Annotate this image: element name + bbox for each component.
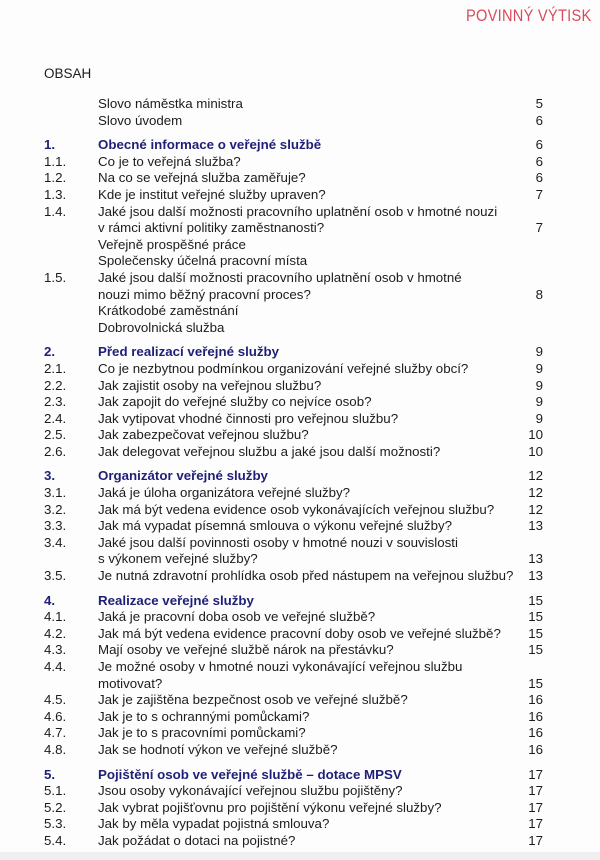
toc-entry[interactable] (0, 568, 600, 585)
toc-entry[interactable] (0, 502, 600, 519)
toc-entry[interactable] (0, 800, 600, 817)
entry-number: 5.2. (44, 799, 67, 815)
entry-page-number: 15 (528, 592, 543, 608)
toc-entry[interactable] (0, 609, 600, 626)
toc-entry[interactable] (0, 709, 600, 726)
section-heading[interactable] (0, 767, 600, 784)
entry-page-number: 15 (528, 609, 543, 625)
entry-title: Kde je institut veřejné služby upraven? (98, 186, 326, 202)
entry-number: 5.1. (44, 783, 67, 799)
entry-title: Jak zabezpečovat veřejnou službu? (98, 427, 309, 443)
entry-number: 4.6. (44, 708, 67, 724)
toc-entry[interactable] (0, 204, 600, 221)
entry-number: 2.4. (44, 410, 67, 426)
entry-title: Jsou osoby vykonávající veřejnou službu pojištěny? (98, 783, 403, 799)
entry-number: 3.2. (44, 501, 67, 517)
entry-page-number: 7 (535, 220, 543, 236)
entry-page-number: 5 (535, 96, 543, 111)
entry-title: Jak vybrat pojišťovnu pro pojištění výkonu veřejné služby? (98, 799, 442, 815)
entry-title: Obecné informace o veřejné službě (98, 137, 322, 153)
entry-page-number: 10 (528, 443, 543, 459)
entry-title: Pojištění osob ve veřejné službě – dotace MPSV (98, 766, 402, 782)
entry-title: Jak má být vedena evidence osob vykonávajících veřejnou službu? (98, 501, 495, 517)
entry-title: Jak by měla vypadat pojistná smlouva? (98, 816, 330, 832)
entry-title: Jaké jsou další možnosti pracovního uplatnění osob v hmotné nouzi (98, 203, 498, 219)
toc-entry[interactable] (0, 783, 600, 800)
entry-page-number: 12 (528, 468, 543, 484)
entry-page-number: 9 (535, 360, 543, 376)
entry-number: 2.3. (44, 394, 67, 410)
entry-title: Slovo úvodem (98, 112, 183, 128)
entry-title: Jak je to s pracovními pomůckami? (98, 725, 306, 741)
entry-title: Před realizací veřejné služby (98, 344, 280, 360)
entry-number: 4.7. (44, 725, 67, 741)
entry-number: 2.5. (44, 427, 67, 443)
entry-number: 1.3. (44, 186, 67, 202)
entry-page-number: 9 (535, 377, 543, 393)
entry-number: 1.5. (44, 269, 67, 285)
section-heading[interactable] (0, 137, 600, 154)
entry-title: Na co se veřejná služba zaměřuje? (98, 170, 306, 186)
entry-page-number: 7 (535, 186, 543, 202)
toc-entry[interactable] (0, 427, 600, 444)
entry-number: 1.1. (44, 153, 67, 169)
toc-subentry[interactable] (0, 237, 600, 254)
toc-entry[interactable] (0, 535, 600, 552)
entry-title: Organizátor veřejné služby (98, 468, 268, 484)
intro-entry[interactable] (0, 113, 600, 130)
toc-entry[interactable] (0, 187, 600, 204)
section-heading[interactable] (0, 468, 600, 485)
entry-number: 3. (44, 468, 56, 484)
entry-title: Jaká je pracovní doba osob ve veřejné službě? (98, 609, 376, 625)
entry-number: 1. (44, 137, 56, 153)
entry-title: Jak se hodnotí výkon ve veřejné službě? (98, 741, 338, 757)
entry-title: Jak požádat o dotaci na pojistné? (98, 832, 296, 848)
entry-number: 1.4. (44, 203, 67, 219)
entry-title: Krátkodobé zaměstnání (98, 303, 239, 319)
entry-number: 2.2. (44, 377, 67, 393)
entry-title: s výkonem veřejné služby? (98, 551, 258, 567)
toc-entry[interactable] (0, 833, 600, 850)
toc-entry[interactable] (0, 485, 600, 502)
entry-page-number: 15 (528, 625, 543, 641)
toc-entry[interactable] (0, 444, 600, 461)
entry-number: 3.5. (44, 568, 67, 584)
entry-title: Jak delegovat veřejnou službu a jaké jsou další možnosti? (98, 443, 441, 459)
entry-number: 4.8. (44, 741, 67, 757)
entry-title: Veřejně prospěšné práce (98, 236, 246, 252)
table-of-contents (0, 96, 600, 850)
entry-title: Co je to veřejná služba? (98, 153, 241, 169)
toc-entry[interactable] (0, 154, 600, 171)
intro-entry[interactable] (0, 96, 600, 113)
toc-entry[interactable] (0, 816, 600, 833)
entry-page-number: 16 (528, 708, 543, 724)
toc-entry[interactable] (0, 551, 600, 568)
entry-page-number: 13 (528, 551, 543, 567)
toc-entry[interactable] (0, 287, 600, 304)
toc-entry[interactable] (0, 394, 600, 411)
entry-title: Jak je zajištěna bezpečnost osob ve veřejné službě? (98, 692, 408, 708)
section-heading[interactable] (0, 593, 600, 610)
toc-entry[interactable] (0, 725, 600, 742)
entry-page-number: 6 (535, 170, 543, 186)
entry-number: 4.1. (44, 609, 67, 625)
entry-title: motivovat? (98, 675, 163, 691)
entry-number: 5.4. (44, 832, 67, 848)
toc-entry[interactable] (0, 742, 600, 759)
toc-subentry[interactable] (0, 253, 600, 270)
entry-number: 3.4. (44, 534, 67, 550)
entry-title: Dobrovolnická služba (98, 319, 225, 335)
entry-number: 4.3. (44, 642, 67, 658)
entry-page-number: 16 (528, 741, 543, 757)
entry-title: Jak je to s ochrannými pomůckami? (98, 708, 310, 724)
toc-subentry[interactable] (0, 303, 600, 320)
entry-page-number: 15 (528, 642, 543, 658)
entry-number: 5. (44, 766, 56, 782)
entry-title: Mají osoby ve veřejné službě nárok na přestávku? (98, 642, 394, 658)
entry-page-number: 16 (528, 692, 543, 708)
entry-page-number: 9 (535, 344, 543, 360)
toc-entry[interactable] (0, 220, 600, 237)
entry-number: 1.2. (44, 170, 67, 186)
entry-title: Slovo náměstka ministra (98, 96, 243, 111)
entry-number: 3.1. (44, 485, 67, 501)
entry-page-number: 8 (535, 286, 543, 302)
entry-title: Společensky účelná pracovní místa (98, 253, 308, 269)
entry-title: Jaké jsou další možnosti pracovního uplatnění osob v hmotné (98, 269, 462, 285)
toc-entry[interactable] (0, 361, 600, 378)
entry-title: Jak má být vedena evidence pracovní doby osob ve veřejné službě? (98, 625, 501, 641)
entry-page-number: 9 (535, 394, 543, 410)
entry-page-number: 17 (528, 832, 543, 848)
toc-entry[interactable] (0, 692, 600, 709)
toc-entry[interactable] (0, 659, 600, 676)
entry-number: 2.1. (44, 360, 67, 376)
entry-page-number: 17 (528, 783, 543, 799)
toc-entry[interactable] (0, 518, 600, 535)
entry-number: 3.3. (44, 518, 67, 534)
toc-entry[interactable] (0, 676, 600, 693)
entry-title: nouzi mimo běžný pracovní proces? (98, 286, 311, 302)
toc-entry[interactable] (0, 626, 600, 643)
toc-subentry[interactable] (0, 320, 600, 337)
entry-page-number: 6 (535, 153, 543, 169)
entry-title: Jak vytipovat vhodné činnosti pro veřejnou službu? (98, 410, 399, 426)
page-title: OBSAH (44, 66, 92, 81)
entry-number: 4.5. (44, 692, 67, 708)
entry-number: 4. (44, 592, 56, 608)
entry-page-number: 16 (528, 725, 543, 741)
entry-title: v rámci aktivní politiky zaměstnanosti? (98, 220, 325, 236)
entry-number: 4.4. (44, 659, 67, 674)
entry-title: Realizace veřejné služby (98, 592, 254, 608)
entry-page-number: 17 (528, 766, 543, 782)
entry-number: 5.3. (44, 816, 67, 832)
entry-page-number: 17 (528, 799, 543, 815)
section-heading[interactable] (0, 344, 600, 361)
entry-title: Jaká je úloha organizátora veřejné služby? (98, 485, 351, 501)
entry-number: 2. (44, 344, 56, 360)
entry-number: 2.6. (44, 443, 67, 459)
scan-edge (0, 852, 600, 860)
toc-entry[interactable] (0, 170, 600, 187)
entry-page-number: 6 (535, 112, 543, 128)
toc-entry[interactable] (0, 378, 600, 395)
entry-title: Jaké jsou další povinnosti osoby v hmotné nouzi v souvislosti (98, 534, 458, 550)
entry-page-number: 13 (528, 518, 543, 534)
entry-title: Jak má vypadat písemná smlouva o výkonu veřejné služby? (98, 518, 453, 534)
toc-entry[interactable] (0, 642, 600, 659)
entry-title: Jak zapojit do veřejné služby co nejvíce osob? (98, 394, 372, 410)
entry-page-number: 13 (528, 568, 543, 584)
entry-page-number: 9 (535, 410, 543, 426)
entry-page-number: 6 (535, 137, 543, 153)
stamp-povinny-vytisk: POVINNÝ VÝTISK (466, 6, 592, 25)
entry-title: Jak zajistit osoby na veřejnou službu? (98, 377, 322, 393)
toc-entry[interactable] (0, 411, 600, 428)
entry-page-number: 10 (528, 427, 543, 443)
entry-title: Je nutná zdravotní prohlídka osob před nástupem na veřejnou službu? (98, 568, 514, 584)
entry-page-number: 12 (528, 501, 543, 517)
entry-page-number: 12 (528, 485, 543, 501)
entry-number: 4.2. (44, 625, 67, 641)
entry-title: Co je nezbytnou podmínkou organizování veřejné služby obcí? (98, 360, 469, 376)
entry-page-number: 15 (528, 675, 543, 691)
entry-page-number: 17 (528, 816, 543, 832)
entry-title: Je možné osoby v hmotné nouzi vykonávající veřejnou službu (98, 659, 463, 674)
toc-entry[interactable] (0, 270, 600, 287)
